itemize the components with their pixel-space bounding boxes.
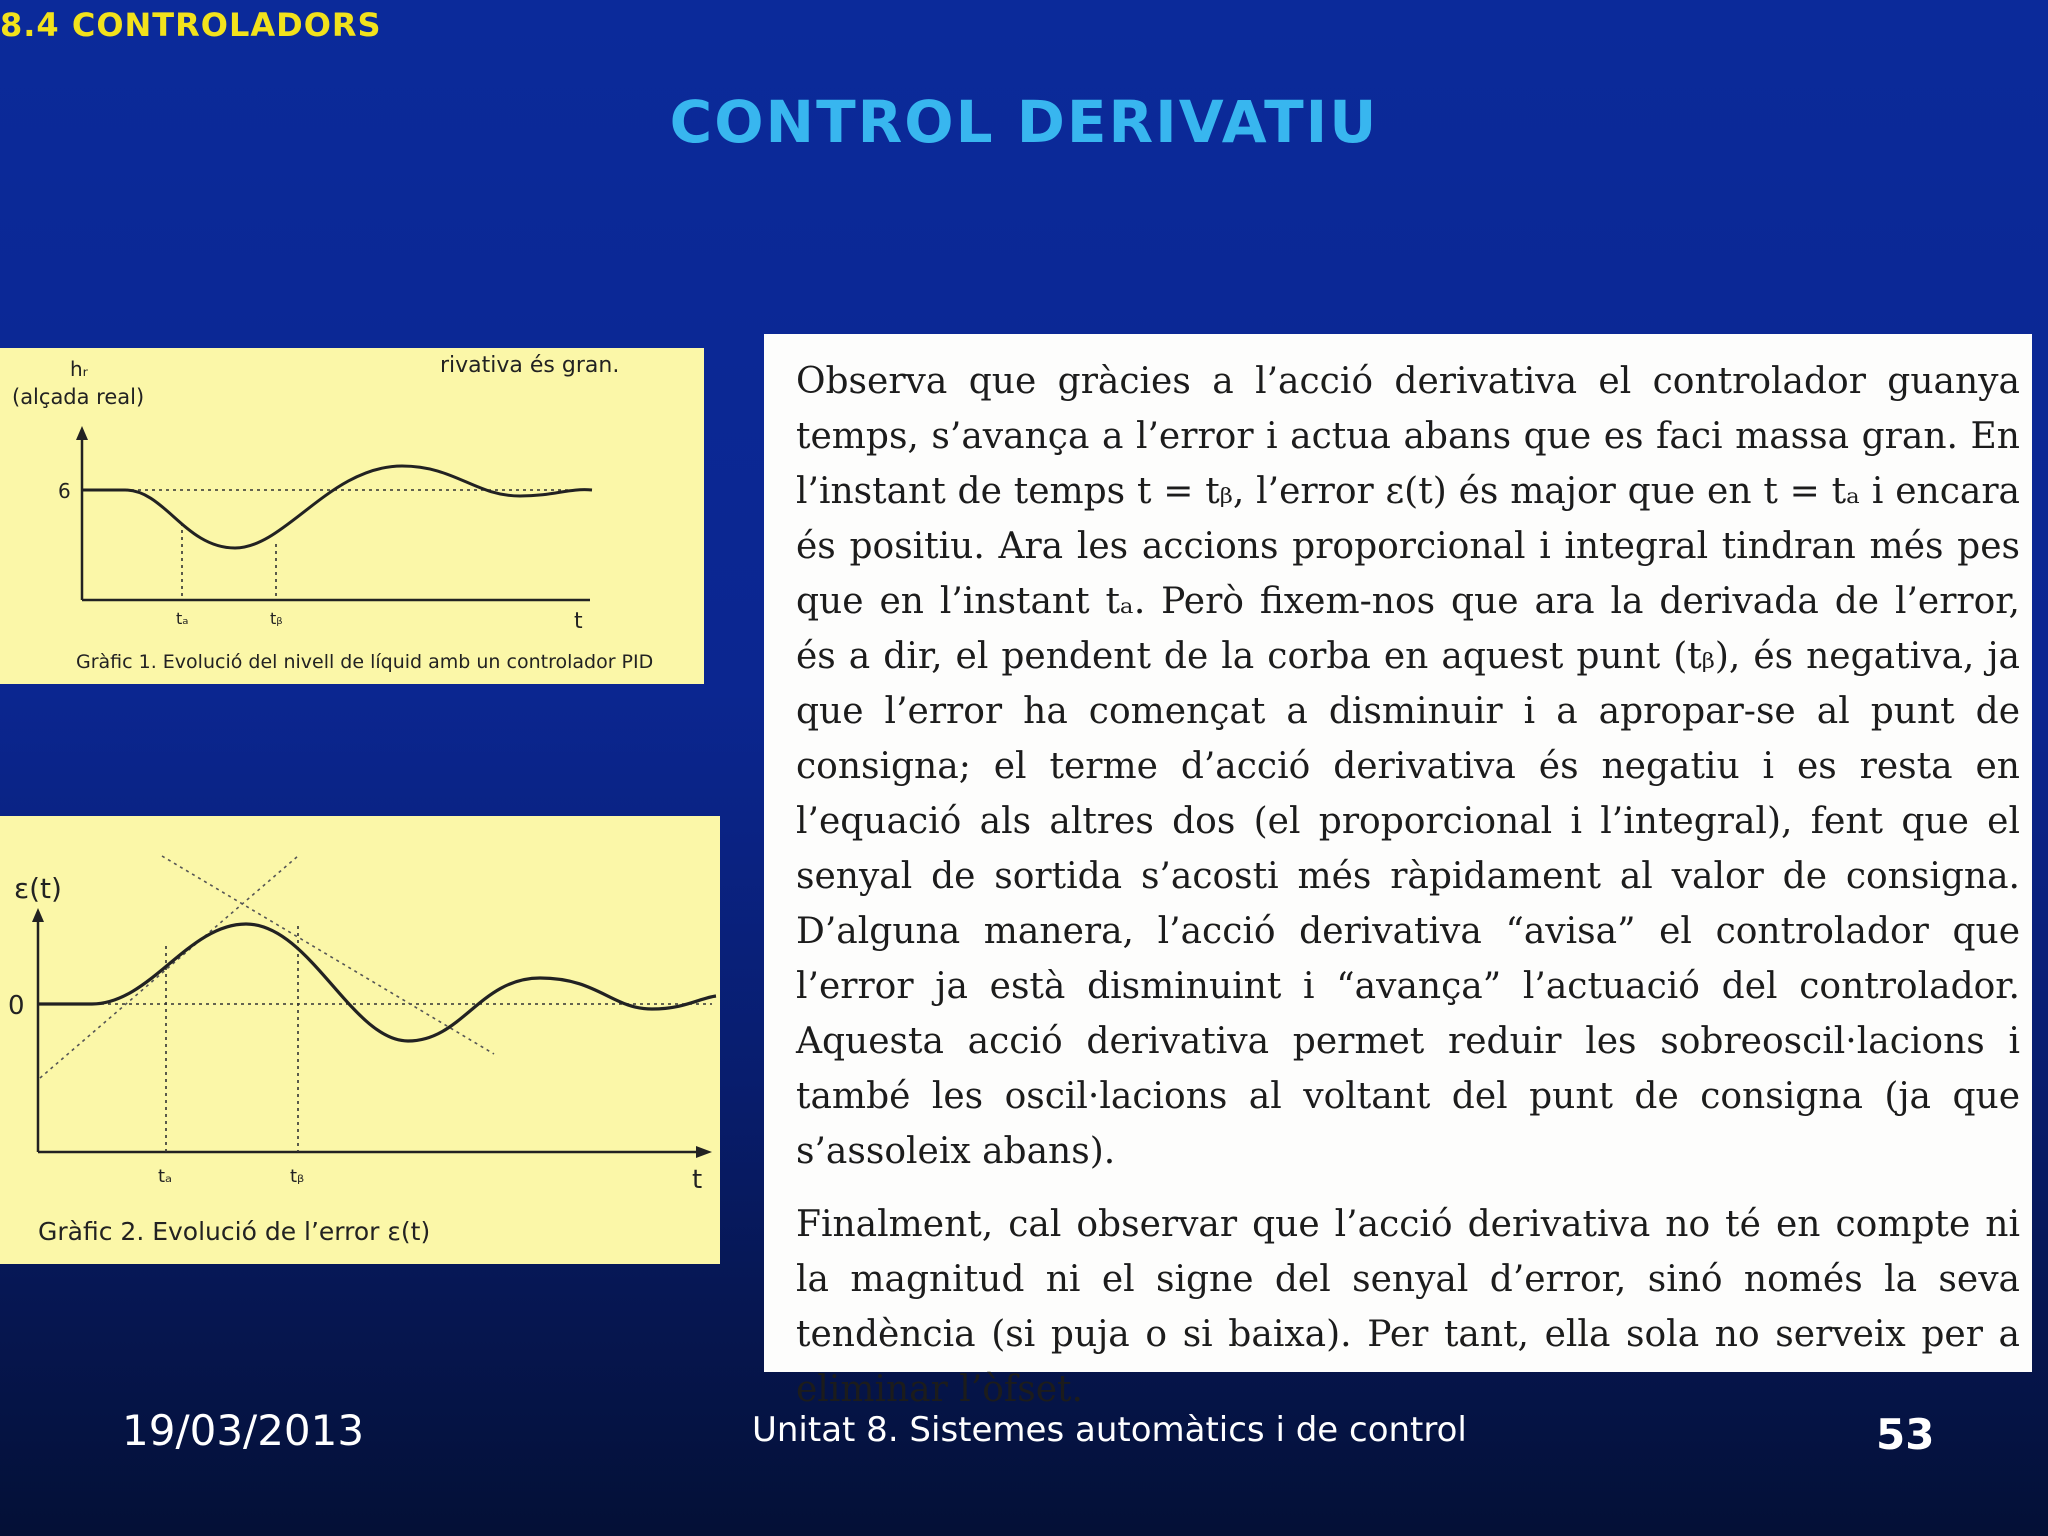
error-graph-svg [0, 816, 720, 1264]
tb-label: tᵦ [270, 609, 283, 628]
x-label: t [692, 1165, 703, 1195]
error-curve [38, 924, 716, 1041]
slide-title: CONTROL DERIVATIU [669, 88, 1379, 156]
ta-label: tₐ [176, 609, 189, 628]
level-graph-svg [0, 348, 704, 684]
y-label: hᵣ [70, 357, 88, 381]
ta-label: tₐ [158, 1166, 173, 1187]
y-label: ε(t) [14, 872, 62, 905]
caption: Gràfic 1. Evolució del nivell de líquid amb un controlador PID [76, 651, 654, 673]
tb-label: tᵦ [290, 1166, 305, 1187]
page-number: 53 [1876, 1410, 1935, 1459]
top-text: rivativa és gran. [440, 353, 620, 378]
tangent-ta [40, 856, 298, 1078]
figure-level-graph [0, 348, 704, 684]
x-label: t [574, 609, 583, 634]
y-tick-0: 0 [8, 991, 25, 1021]
paragraph-1: Observa que gràcies a l’acció derivativa el controlador guanya temps, s’avança a l’error i actua abans que es faci massa gran. En l’instant de temps t = tᵦ, l’error ε(t) és major que en t = tₐ i encara és positiu. Ara les accions proporcional i integral tindran més pes que en l’instant tₐ. Però fixem-nos que ara la derivada de l’error, és a dir, el pendent de la corba en aquest punt (tᵦ), és negativa, ja que l’error ha començat a disminuir i a apropar-se al punt de consigna; el terme d’acció derivativa és negatiu i es resta en l’equació als altres dos (el proporcional i l’integral), fent que el senyal de sortida s’acosti més ràpidament al valor de consigna. D’alguna manera, l’acció derivativa “avisa” el controlador que l’error ja està disminuint i “avança” l’actuació del controlador. Aquesta acció derivativa permet reduir les sobreoscil·lacions i també les oscil·lacions al voltant del punt de consigna (ja que s’assoleix abans). [796, 361, 2020, 1172]
figure-error-graph [0, 816, 720, 1264]
caption: Gràfic 2. Evolució de l’error ε(t) [38, 1217, 431, 1246]
tangent-tb [162, 856, 494, 1054]
y-sublabel: (alçada real) [12, 385, 145, 409]
y-axis-arrow [32, 908, 44, 922]
explanation-textbox [764, 334, 2032, 1410]
x-axis-arrow [696, 1146, 712, 1158]
footer-date: 19/03/2013 [122, 1406, 365, 1455]
level-curve [82, 466, 592, 548]
paragraph-2: Finalment, cal observar que l’acció derivativa no té en compte ni la magnitud ni el signe del senyal d’error, sinó només la seva tendència (si puja o si baixa). Per tant, ella sola no serveix per a eliminar l’òfset. [796, 1204, 2020, 1410]
y-tick-6: 6 [58, 479, 71, 503]
footer-unit-title: Unitat 8. Sistemes automàtics i de control [752, 1410, 1467, 1450]
section-label: 8.4 CONTROLADORS [0, 6, 382, 44]
y-axis-arrow [76, 426, 88, 440]
